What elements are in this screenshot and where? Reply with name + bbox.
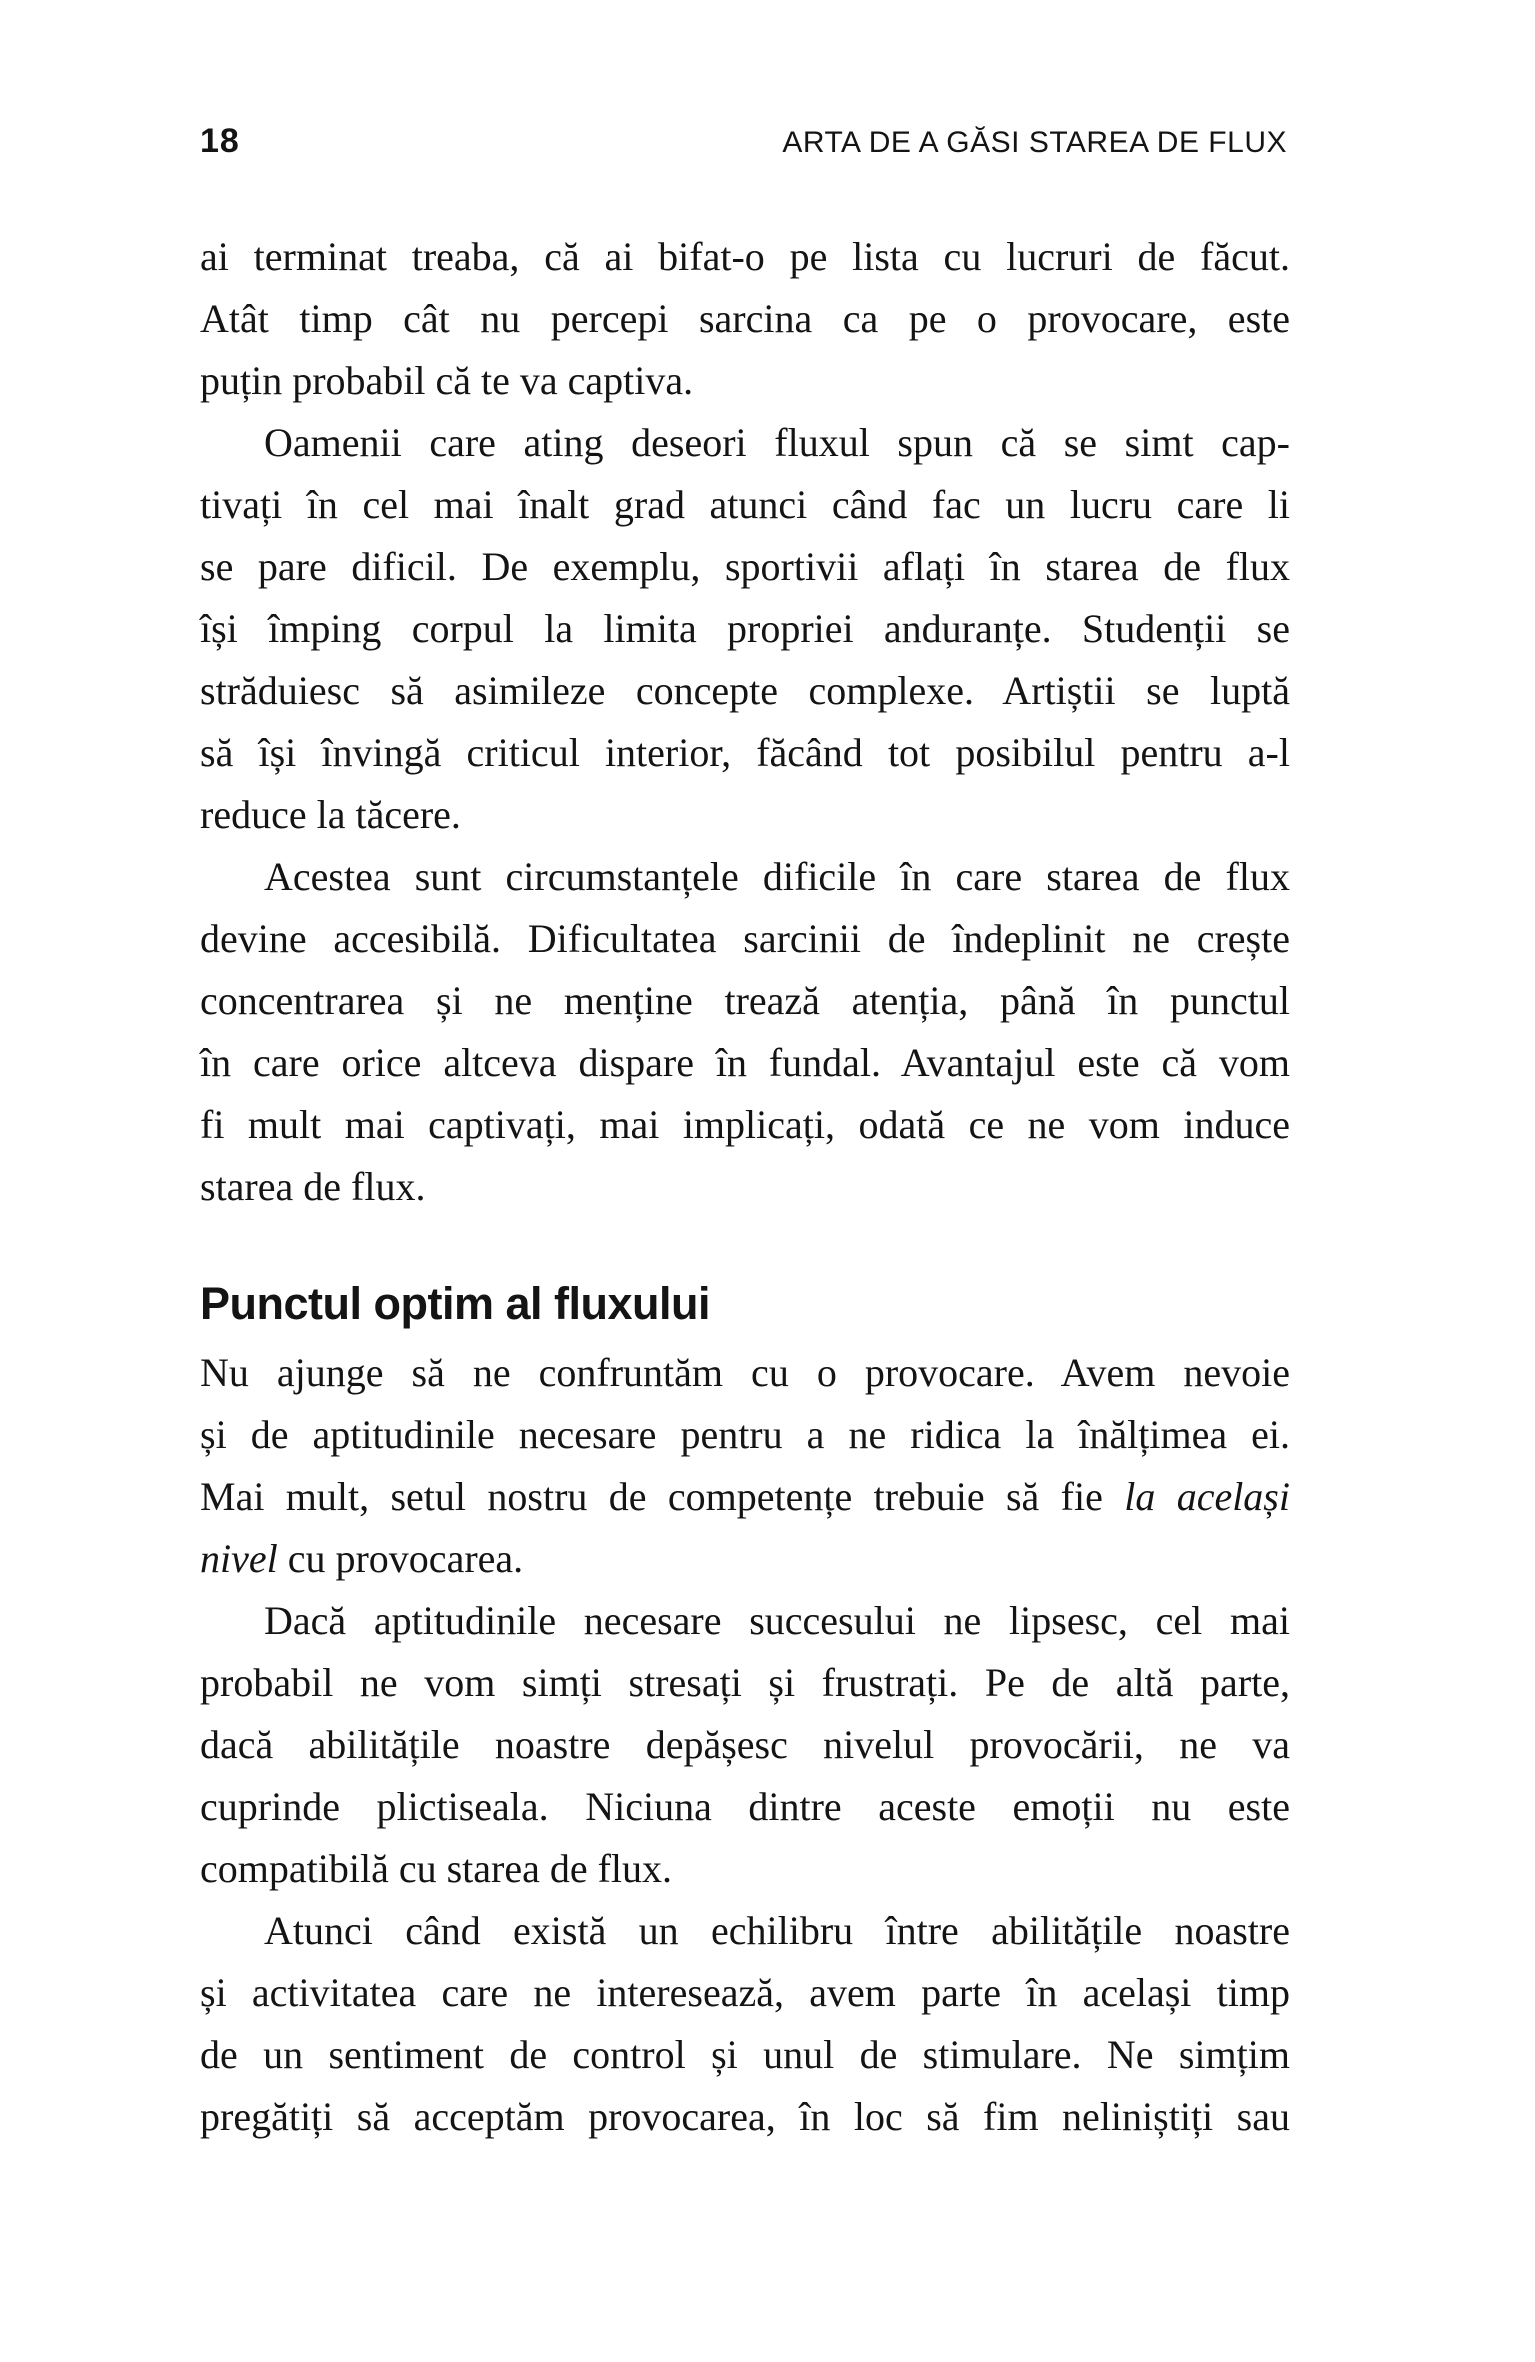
- text-line: devine accesibilă. Dificultatea sarcinii de îndeplinit ne crește: [200, 916, 1290, 961]
- text-line: starea de flux.: [200, 1164, 426, 1209]
- text-line: de un sentiment de control și unul de stimulare. Ne simțim: [200, 2032, 1290, 2077]
- text-line: pregătiți să acceptăm provocarea, în loc să fim neliniștiți sau: [200, 2094, 1290, 2139]
- body-text: [200, 226, 1290, 2148]
- text-line: Oamenii care ating deseori fluxul spun că se simt cap-: [264, 420, 1290, 465]
- text-line: reduce la tăcere.: [200, 792, 461, 837]
- text-line: cuprinde plictiseala. Niciuna dintre aceste emoții nu este: [200, 1784, 1290, 1829]
- text-line: concentrarea și ne menține trează atenția, până în punctul: [200, 978, 1290, 1023]
- text-line: și activitatea care ne interesează, avem parte în același timp: [200, 1970, 1290, 2015]
- text-line: compatibilă cu starea de flux.: [200, 1846, 673, 1891]
- page-number: 18: [200, 122, 240, 160]
- section-heading: Punctul optim al fluxului: [200, 1278, 710, 1329]
- text-line: în care orice altceva dispare în fundal. Avantajul este că vom: [200, 1040, 1290, 1085]
- text-line: probabil ne vom simți stresați și frustrați. Pe de altă parte,: [200, 1660, 1290, 1705]
- text-line: și de aptitudinile necesare pentru a ne ridica la înălțimea ei.: [200, 1412, 1290, 1457]
- text-line: Nu ajunge să ne confruntăm cu o provocare. Avem nevoie: [200, 1350, 1290, 1395]
- text-line: Dacă aptitudinile necesare succesului ne lipsesc, cel mai: [264, 1598, 1290, 1643]
- text-line: ai terminat treaba, că ai bifat-o pe lista cu lucruri de făcut.: [200, 234, 1290, 279]
- text-line: fi mult mai captivați, mai implicați, odată ce ne vom induce: [200, 1102, 1290, 1147]
- text-line: Atât timp cât nu percepi sarcina ca pe o provocare, este: [200, 296, 1290, 341]
- text-line: puțin probabil că te va captiva.: [200, 358, 694, 403]
- text-line: tivați în cel mai înalt grad atunci când fac un lucru care li: [200, 482, 1290, 527]
- text-line: străduiesc să asimileze concepte complexe. Artiștii se luptă: [200, 668, 1290, 713]
- text-line: dacă abilitățile noastre depășesc nivelul provocării, ne va: [200, 1722, 1290, 1767]
- text-line: Acestea sunt circumstanțele dificile în care starea de flux: [264, 854, 1290, 899]
- text-line: se pare dificil. De exemplu, sportivii aflați în starea de flux: [200, 544, 1290, 589]
- text-line: își împing corpul la limita propriei anduranțe. Studenții se: [200, 606, 1290, 651]
- page-header: [200, 122, 1287, 161]
- text-line: Mai mult, setul nostru de competențe trebuie să fie la același: [200, 1474, 1290, 1519]
- text-line: nivel cu provocarea.: [200, 1536, 524, 1581]
- text-line: Atunci când există un echilibru între abilitățile noastre: [264, 1908, 1290, 1953]
- text-line: să își învingă criticul interior, făcând tot posibilul pentru a-l: [200, 730, 1290, 775]
- running-head: ARTA DE A GĂSI STAREA DE FLUX: [782, 126, 1287, 159]
